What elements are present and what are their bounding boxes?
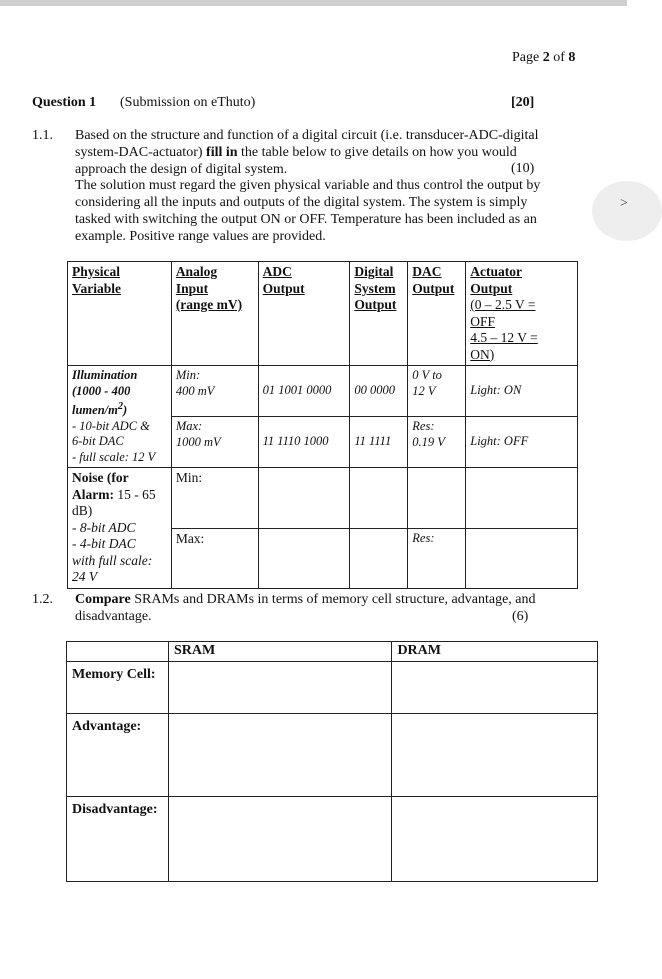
- illumination-dac-range: 0 V to 12 V: [408, 366, 466, 417]
- row-advantage: Advantage:: [67, 713, 169, 796]
- dram-advantage-input[interactable]: [392, 713, 598, 796]
- header-blank: [67, 642, 169, 662]
- noise-adc-min-input[interactable]: [258, 468, 350, 529]
- illumination-variable-cell: Illumination (1000 - 400 lumen/$m^2$) - 10-bit ADC & 6-bit DAC - full scale: 12 V: [68, 366, 172, 468]
- noise-digital-min-input[interactable]: [350, 468, 408, 529]
- header-sram: SRAM: [168, 642, 391, 662]
- noise-dac-resolution: Res:: [408, 529, 466, 588]
- dram-disadvantage-input[interactable]: [392, 796, 598, 881]
- question-marks: [20]: [511, 95, 535, 110]
- header-adc-output: ADC Output: [258, 262, 350, 366]
- page-number: Page 2 of 8: [512, 50, 576, 65]
- illumination-actuator-off: Light: OFF: [466, 417, 578, 468]
- top-border: [0, 0, 627, 6]
- illumination-actuator-on: Light: ON: [466, 366, 578, 417]
- illumination-dac-resolution: Res: 0.19 V: [408, 417, 466, 468]
- q1-2-text: Compare SRAMs and DRAMs in terms of memory cell structure, advantage, and disadvantage.: [75, 592, 536, 624]
- header-analog-input: Analog Input (range mV): [171, 262, 258, 366]
- side-handle-icon: ˃: [620, 196, 628, 211]
- noise-variable-cell: Noise (for Alarm: 15 - 65 dB) - 8-bit ADC - 4-bit DAC with full scale: 24 V: [68, 468, 172, 589]
- sram-dram-table: [66, 641, 598, 882]
- q1-1-marks: (10): [511, 161, 535, 176]
- noise-dac-min-input[interactable]: [408, 468, 466, 529]
- illumination-digital-max: 11 1111: [350, 417, 408, 468]
- sram-advantage-input[interactable]: [168, 713, 391, 796]
- header-physical-variable: Physical Variable: [68, 262, 172, 366]
- q1-2-number: 1.2.: [32, 592, 53, 607]
- noise-max-cell: Max:: [171, 529, 258, 588]
- illumination-min-cell: Min: 400 mV: [171, 366, 258, 417]
- noise-min-cell: Min:: [171, 468, 258, 529]
- q1-1-text: Based on the structure and function of a digital circuit (i.e. transducer-ADC-digital system-DAC-actuator) fill in the table below to give details on how you would approach the design of digital system. The solution must regard the given physical variable and thus control the output by considering all the inputs and outputs of the digital system. The system is simply tasked with switching the output ON or OFF. Temperature has been included as an example. Positive range values are provided.: [75, 128, 541, 244]
- header-dram: DRAM: [392, 642, 598, 662]
- illumination-adc-min: 01 1001 0000: [258, 366, 350, 417]
- row-disadvantage: Disadvantage:: [67, 796, 169, 881]
- header-dac-output: DAC Output: [408, 262, 466, 366]
- illumination-max-cell: Max: 1000 mV: [171, 417, 258, 468]
- sram-disadvantage-input[interactable]: [168, 796, 391, 881]
- sram-memory-cell-input[interactable]: [168, 661, 391, 713]
- dram-memory-cell-input[interactable]: [392, 661, 598, 713]
- q1-1-number: 1.1.: [32, 128, 53, 143]
- q1-2-marks: (6): [512, 609, 529, 624]
- header-digital-system-output: Digital System Output: [350, 262, 408, 366]
- noise-actuator-min-input[interactable]: [466, 468, 578, 529]
- noise-digital-max-input[interactable]: [350, 529, 408, 588]
- illumination-adc-max: 11 1110 1000: [258, 417, 350, 468]
- header-actuator-output: Actuator Output (0 – 2.5 V = OFF 4.5 – 12 V = ON): [466, 262, 578, 366]
- question-title: Question 1 (Submission on eThuto): [32, 95, 256, 110]
- illumination-digital-min: 00 0000: [350, 366, 408, 417]
- row-memory-cell: Memory Cell:: [67, 661, 169, 713]
- noise-actuator-max-input[interactable]: [466, 529, 578, 588]
- variables-table: [67, 261, 578, 589]
- noise-adc-max-input[interactable]: [258, 529, 350, 588]
